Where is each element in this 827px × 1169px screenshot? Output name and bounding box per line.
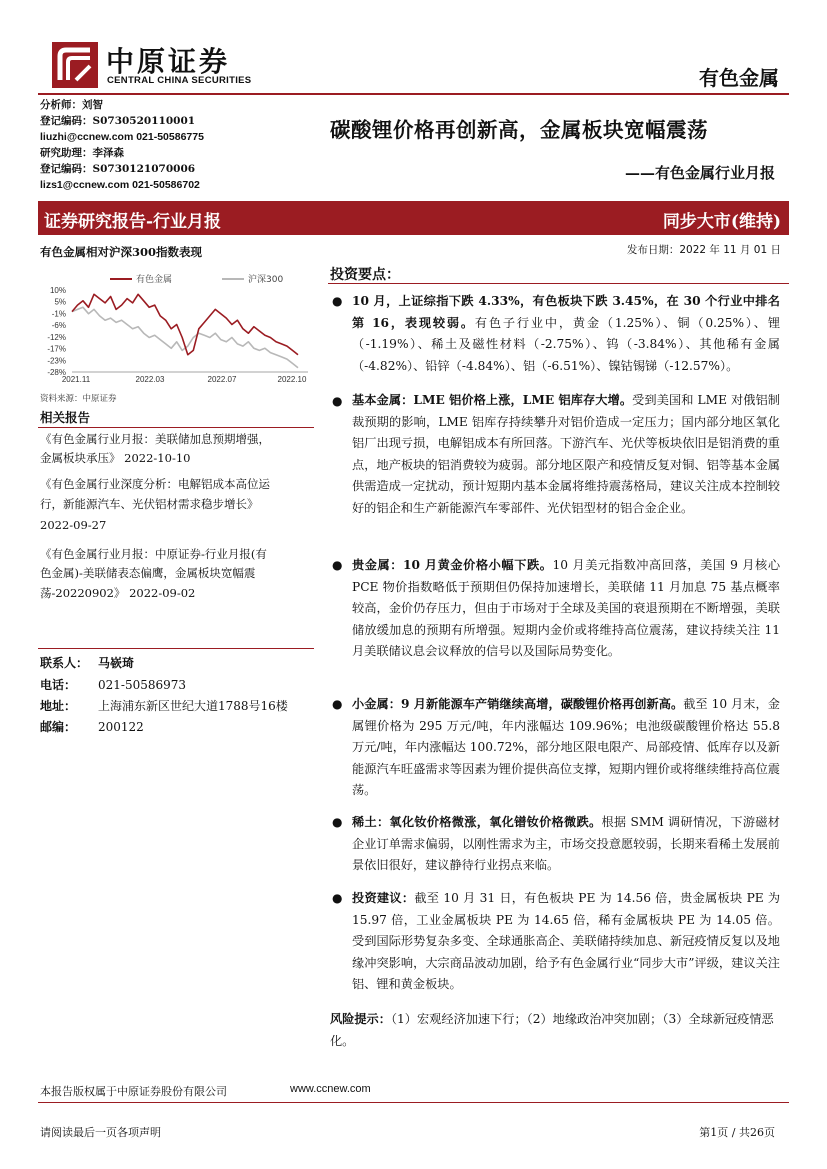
point-body: 根据 SMM 调研情况，下游磁材企业订单需求偏弱，以刚性需求为主，市场交投意愿较弱，长期来看稀土发展前景依旧很好，建议静待行业拐点来临。 (352, 815, 780, 872)
contact-rule (38, 648, 314, 649)
y-tick-label: -17% (47, 344, 66, 354)
contact-address-label: 地址： (40, 699, 77, 713)
y-tick-label: 5% (54, 297, 66, 307)
analyst-email[interactable]: liuzhi@ccnew.com 021-50586775 (40, 131, 204, 143)
risk-lead: 风险提示： (330, 1012, 391, 1026)
footer-website[interactable]: www.ccnew.com (290, 1083, 371, 1095)
analyst-email[interactable]: lizs1@ccnew.com 021-50586702 (40, 179, 200, 191)
report-type: 证券研究报告-行业月报 (44, 212, 222, 232)
footer-rule (38, 1102, 789, 1103)
point-body: 截至 10 月 31 日，有色板块 PE 为 14.56 倍，贵金属板块 PE 为 15.97 倍，工业金属板块 PE 为 14.65 倍，稀有金属板块 PE 为 14.05 倍。受到国际形势复杂多变、全球通胀高企、美联储持续加息、新冠疫情反复以及地缘冲突影响，大宗商品波动加剧，给予有色金属行业“同步大市”评级，建议关注铝、锂和黄金板块。 (352, 891, 781, 991)
related-report-line[interactable]: 金属板块承压》 2022-10-10 (40, 451, 191, 465)
contact-phone-label: 电话： (40, 678, 77, 692)
contact-phone (40, 676, 186, 696)
point-lead: 稀土：氧化钕价格微涨，氧化镨钕价格微跌。 (352, 815, 602, 829)
bullet-icon: ● (332, 891, 343, 905)
footer-copyright: 本报告版权属于中原证券股份有限公司 (40, 1085, 227, 1098)
contact-zip-label: 邮编： (40, 720, 77, 734)
point-monthly-performance (352, 291, 780, 377)
analyst-line: 登记编码：S0730121070006 (40, 163, 196, 175)
contact-phone-value: 021-50586973 (98, 678, 187, 692)
risk-body: （1）宏观经济加速下行；（2）地缘政治冲突加剧；（3）全球新冠疫情恶化。 (330, 1012, 774, 1048)
contact-address (40, 697, 288, 717)
contact-person-label: 联系人： (40, 656, 89, 670)
chart-source: 资料来源：中原证券 (40, 394, 117, 404)
footer-notice: 请阅读最后一页各项声明 (40, 1126, 161, 1139)
investment-rule (328, 283, 789, 284)
publish-date: 发布日期：2022 年 11 月 01 日 (626, 244, 781, 256)
report-subtitle: ——有色金属行业月报 (624, 164, 775, 182)
legend-label: 有色金属 (136, 275, 173, 285)
logo-english-name: CENTRAL CHINA SECURITIES (107, 75, 252, 86)
analyst-line: 分析师：刘智 (40, 99, 103, 111)
x-tick-label: 2021.11 (61, 375, 91, 384)
related-report-line[interactable]: 2022-09-27 (40, 518, 107, 532)
point-lead: 基本金属：LME 铝价格上涨，LME 铝库存大增。 (352, 393, 633, 407)
x-tick-label: 2022.07 (207, 375, 237, 384)
y-tick-label: -6% (51, 321, 66, 331)
related-report-line[interactable]: 行，新能源汽车、光伏铝材需求稳步增长》 (40, 497, 259, 511)
bullet-icon: ● (332, 815, 343, 829)
report-title: 碳酸锂价格再创新高，金属板块宽幅震荡 (330, 118, 708, 142)
analyst-line: 研究助理：李泽森 (40, 147, 124, 159)
chart-svg (38, 268, 316, 388)
y-tick-label: 10% (49, 286, 66, 295)
point-rare-earth (352, 812, 780, 877)
y-tick-label: -1% (51, 309, 66, 319)
report-banner (38, 201, 789, 235)
point-lead: 贵金属：10 月黄金价格小幅下跌。 (352, 558, 553, 572)
page-number: 第1页 / 共26页 (699, 1126, 775, 1139)
contact-zip (40, 718, 144, 738)
bullet-icon: ● (332, 558, 343, 572)
contact-person-value: 马嵚琦 (98, 656, 135, 670)
related-report-line[interactable]: 色金属)-美联储表态偏鹰，金属板块宽幅震 (40, 566, 256, 580)
analyst-line: 登记编码：S0730520110001 (40, 115, 196, 127)
related-rule (38, 427, 314, 428)
point-body: 有色子行业中，黄金（1.25%）、铜（0.25%）、锂（-1.19%）、稀土及磁性材料（-2.75%）、钨（-3.84%）、其他稀有金属（-4.82%）、铅锌（-4.84%）、铝（-6.51%）、镍钴锡锑（-12.57%）。 (352, 315, 781, 373)
investment-heading: 投资要点： (330, 267, 400, 283)
contact-zip-value: 200122 (98, 720, 144, 734)
rating: 同步大市(维持) (662, 212, 781, 232)
related-heading: 相关报告 (40, 410, 91, 425)
company-logo-mark (52, 42, 98, 88)
y-tick-label: -23% (47, 356, 66, 366)
performance-chart (38, 268, 316, 388)
bullet-icon: ● (332, 294, 343, 308)
y-tick-label: -28% (47, 368, 66, 377)
contact-person (40, 654, 134, 674)
series-line-nonferrous (72, 294, 298, 354)
related-report-line[interactable]: 荡-20220902》 2022-09-02 (40, 586, 196, 600)
point-body: 10 月美元指数冲高回落，美国 9 月核心 PCE 物价指数略低于预期但仍保持加速增长，美联储 11 月加息 75 基点概率较高，金价仍存压力，但由于市场对于全球及美国的衰退预期在不断增强，美联储放缓加息的预期有所增强。短期内金价或将维持高位震荡，建议持续关注 11 月美联储议息会议释放的信号以及国际局势变化。 (352, 558, 781, 658)
point-body: 受到美国和 LME 对俄铝制裁预期的影响，LME 铝库存持续攀升对铝价造成一定压力；国内部分地区氧化铝厂出现亏损，电解铝成本有所回落。下游汽车、光伏等板块依旧是铝消费的重点，地产板块的铝消费较为疲弱。部分地区限产和疫情反复对铜、铝等基本金属供需造成一定扰动，预计短期内基本金属将维持震荡格局，建议关注成本控制较好的铝企和生产新能源汽车零部件、光伏铝型材的铝合金企业。 (352, 393, 780, 515)
bullet-icon: ● (332, 394, 343, 408)
point-lead: 投资建议： (352, 891, 415, 905)
point-base-metals (352, 390, 780, 519)
risk-warning (330, 1009, 782, 1052)
point-lead: 10 月，上证综指下跌 4.33%，有色板块下跌 3.45%，在 30 个行业中排名第 16，表现较弱。 (352, 294, 780, 330)
chart-title: 有色金属相对沪深300指数表现 (40, 245, 203, 259)
y-tick-label: -12% (47, 332, 66, 342)
point-investment-advice (352, 888, 780, 996)
x-tick-label: 2022.10 (277, 375, 307, 384)
related-report-line[interactable]: 《有色金属行业月报：中原证券-行业月报(有 (40, 547, 267, 561)
series-line-csi300 (72, 307, 298, 367)
bullet-icon: ● (332, 697, 343, 711)
related-report-line[interactable]: 《有色金属行业月报：美联储加息预期增强， (40, 432, 270, 446)
point-precious-metals (352, 555, 780, 663)
point-body: 截至 10 月末，金属锂价格为 295 万元/吨，年内涨幅达 109.96%；电池级碳酸锂价格达 55.8 万元/吨，年内涨幅达 100.72%，部分地区限电限产、局部疫情、低库存以及新能源汽车旺盛需求等因素为锂价提供高位支撑，短期内锂价或将继续维持高位震荡。 (352, 697, 780, 797)
contact-address-value: 上海浦东新区世纪大道1788号16楼 (98, 699, 288, 713)
header-rule (38, 93, 789, 95)
logo-chinese-name: 中原证券 (106, 45, 231, 78)
related-report-line[interactable]: 《有色金属行业深度分析：电解铝成本高位运 (40, 477, 270, 491)
legend-label: 沪深300 (248, 275, 284, 285)
point-lead: 小金属：9 月新能源车产销继续高增，碳酸锂价格再创新高。 (352, 697, 684, 711)
point-minor-metals (352, 694, 780, 802)
industry-label: 有色金属 (699, 66, 779, 90)
x-tick-label: 2022.03 (135, 375, 165, 384)
